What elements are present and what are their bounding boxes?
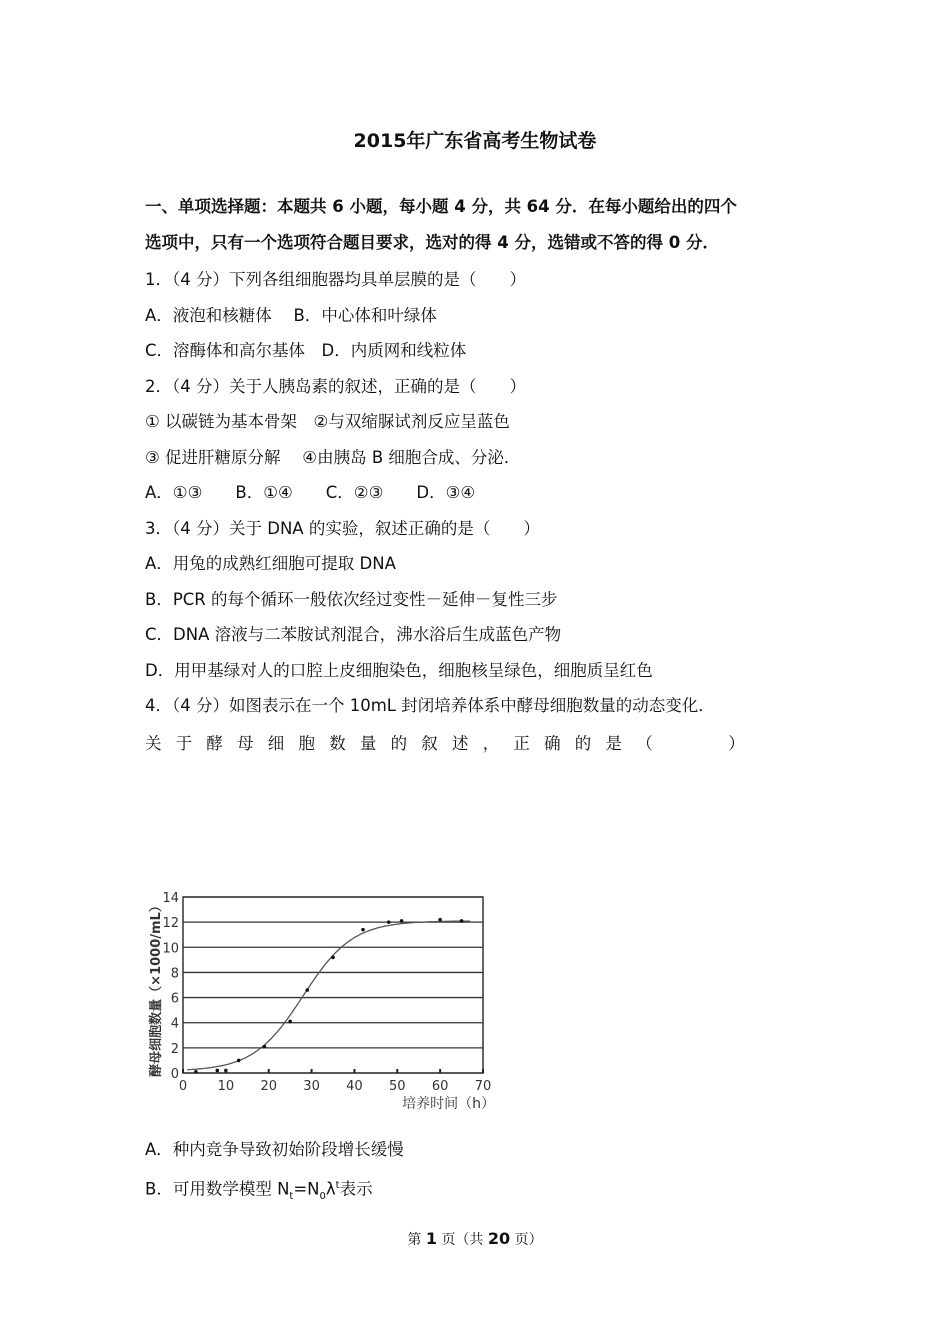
page-footer xyxy=(0,1229,950,1249)
x-tick-label: 0 xyxy=(178,1079,188,1094)
question-line: A．①③ B．①④ C．②③ D．③④ xyxy=(145,483,476,502)
data-point xyxy=(288,1020,292,1024)
data-point xyxy=(263,1045,267,1049)
data-point xyxy=(331,956,335,960)
y-tick-label: 12 xyxy=(162,916,179,932)
y-axis-label: 酵母细胞数量（×1000/mL） xyxy=(149,899,164,1077)
y-tick-label: 6 xyxy=(170,991,179,1007)
question-line: ① 以碳链为基本骨架 ②与双缩脲试剂反应呈蓝色 xyxy=(145,412,510,431)
data-point xyxy=(194,1070,198,1074)
question-line: 2．（4 分）关于人胰岛素的叙述，正确的是（ ） xyxy=(145,377,526,396)
data-point xyxy=(400,919,404,923)
option-b xyxy=(145,1175,373,1208)
data-point xyxy=(460,919,464,923)
y-tick-label: 2 xyxy=(170,1041,179,1057)
question-line: 1．（4 分）下列各组细胞器均具单层膜的是（ ） xyxy=(145,270,526,289)
x-tick-label: 30 xyxy=(303,1079,320,1094)
footer-text: 页（共 xyxy=(441,1232,484,1248)
y-tick-label: 14 xyxy=(162,891,179,906)
x-tick-label: 70 xyxy=(474,1079,492,1094)
question-line: C．DNA 溶液与二苯胺试剂混合，沸水浴后生成蓝色产物 xyxy=(145,625,562,644)
section-heading-line2: 选项中，只有一个选项符合题目要求，选对的得 4 分，选错或不答的得 0 分． xyxy=(145,233,719,252)
x-tick-label: 50 xyxy=(389,1079,406,1094)
y-tick-label: 4 xyxy=(170,1016,179,1032)
plot-frame xyxy=(183,897,483,1073)
page-title: 2015年广东省高考生物试卷 xyxy=(353,130,597,152)
x-tick-label: 20 xyxy=(260,1079,277,1094)
option-b-prefix: B．可用数学模型 N xyxy=(145,1179,290,1199)
option-b-lambda: λ xyxy=(325,1179,336,1199)
question-line: 4．（4 分）如图表示在一个 10mL 封闭培养体系中酵母细胞数量的动态变化． xyxy=(145,696,715,715)
data-point xyxy=(361,928,365,932)
data-point xyxy=(438,918,442,922)
question-line: B．PCR 的每个循环一般依次经过变性－延伸－复性三步 xyxy=(145,590,558,609)
option-b-sub-0: 0 xyxy=(319,1190,326,1202)
yeast-growth-chart xyxy=(140,880,510,1120)
option-a: A．种内竞争导致初始阶段增长缓慢 xyxy=(145,1140,404,1159)
y-tick-label: 8 xyxy=(170,966,179,982)
data-point xyxy=(387,920,391,924)
data-point xyxy=(237,1059,241,1063)
x-tick-label: 10 xyxy=(217,1079,235,1094)
page-number: 1 xyxy=(425,1229,437,1248)
footer-text: 页） xyxy=(514,1232,543,1248)
option-b-sup-t: t xyxy=(335,1180,340,1191)
total-pages: 20 xyxy=(487,1229,511,1248)
option-b-sub-t: t xyxy=(289,1190,294,1202)
data-point xyxy=(215,1069,219,1073)
x-axis-label: 培养时间（h） xyxy=(402,1096,495,1112)
question-line: 3．（4 分）关于 DNA 的实验，叙述正确的是（ ） xyxy=(145,519,540,538)
section-heading-line1: 一、单项选择题：本题共 6 小题，每小题 4 分，共 64 分．在每小题给出的四个 xyxy=(145,197,737,216)
footer-text: 第 xyxy=(407,1232,422,1248)
question-line: ③ 促进肝糖原分解 ④由胰岛 B 细胞合成、分泌． xyxy=(145,448,521,467)
option-b-suffix: 表示 xyxy=(339,1179,373,1199)
x-tick-label: 40 xyxy=(346,1079,363,1094)
question-line: A．液泡和核糖体 B．中心体和叶绿体 xyxy=(145,306,437,325)
x-tick-label: 60 xyxy=(431,1079,449,1094)
question-line: C．溶酶体和高尔基体 D．内质网和线粒体 xyxy=(145,341,467,360)
data-point xyxy=(305,988,309,992)
question-line: D．用甲基绿对人的口腔上皮细胞染色，细胞核呈绿色，细胞质呈红色 xyxy=(145,661,653,680)
y-tick-label: 0 xyxy=(170,1067,179,1082)
question-line: 关于酵母细胞数量的叙述，正确的是（ ） xyxy=(145,734,759,753)
y-tick-label: 10 xyxy=(162,941,179,957)
option-b-mid: =N xyxy=(293,1179,320,1199)
question-line: A．用兔的成熟红细胞可提取 DNA xyxy=(145,554,396,573)
